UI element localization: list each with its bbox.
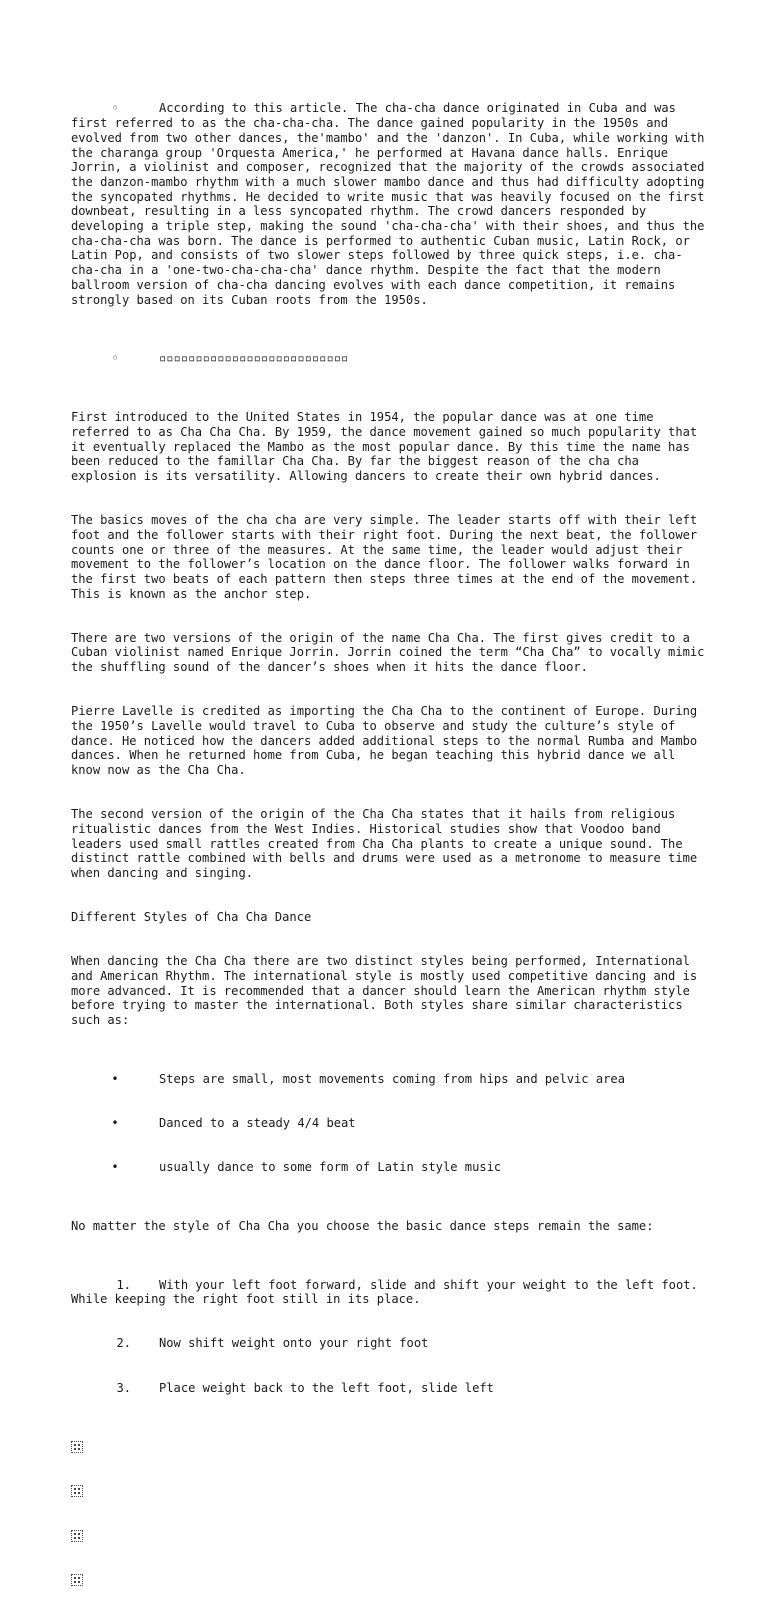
list-item-text: Danced to a steady 4/4 beat — [159, 1115, 356, 1130]
paragraph-us-introduction: First introduced to the United States in 1954, the popular dance was at one time referred to as Cha Cha Cha. By 1959, the dance movement gained so much popularity that it eventually replaced the Mambo as the most popular dance. By this time the name has been reduced to the famillar Cha Cha. By far the biggest reason of the cha cha explosion is its versatility. Allowing dancers to create their own hybrid dances. — [71, 410, 705, 483]
step-number: 3. — [116, 1380, 131, 1395]
bullet-icon: • — [111, 1160, 119, 1175]
list-item-text: usually dance to some form of Latin style music — [159, 1160, 502, 1175]
step-text: Now shift weight onto your right foot — [159, 1336, 429, 1351]
paragraph-basic-steps-intro: No matter the style of Cha Cha you choose the basic dance steps remain the same: — [71, 1218, 654, 1233]
numbered-step — [71, 1336, 711, 1351]
paragraph-origin-text: According to this article. The cha-cha dance originated in Cuba and was first referred to as the cha-cha-cha. The dance gained popularity in the 1950s and evolved from two other dances, the'mambo' and the 'danzon'. In Cuba, while working with the charanga group 'Orquesta America,' he performed at Havana dance halls. Enrique Jorrin, a violinist and composer, recognized that the majority of the crowds associated the danzon-mambo rhythm with a much slower mambo dance and thus had difficulty adopting the syncopated rhythms. He decided to write music that was heavily focused on the first downbeat, resulting in a less syncopated rhythm. The crowd dancers responded by developing a triple step, making the sound 'cha-cha-cha' with their shoes, and thus the cha-cha-cha was born. The dance is performed to authentic Cuban music, Latin Rock, or Latin Pop, and consists of two slower steps followed by three quick steps, i.e. cha-cha-cha in a 'one-two-cha-cha-cha' dance rhythm. Despite the fact that the modern ballroom version of cha-cha dancing evolves with each dance competition, it remains strongly based on its Cuban roots from the 1950s. — [71, 101, 712, 307]
section-heading: Different Styles of Cha Cha Dance — [71, 910, 312, 925]
paragraph-lavelle: Pierre Lavelle is credited as importing the Cha Cha to the continent of Europe. During the 1950’s Lavelle would travel to Cuba to observe and study the culture’s style of dance. He noticed how the dancers added additional steps to the normal Rumba and Mambo dances. When he returned home from Cuba, he began teaching this hybrid dance we all know now as the Cha Cha. — [71, 704, 705, 778]
hollow-bullet-icon: ◦ — [111, 351, 119, 366]
document-body — [71, 72, 711, 1601]
numbered-step — [71, 1278, 711, 1307]
list-item — [71, 1116, 711, 1131]
paragraph-name-origin: There are two versions of the origin of the name Cha Cha. The first gives credit to a Cuban violinist named Enrique Jorrin. Jorrin coined the term “Cha Cha” to vocally mimic the shuffling sound of the dancer’s shoes when it hits the dance floor. — [71, 630, 712, 675]
unknown-glyph-icon — [71, 1530, 83, 1542]
list-item — [71, 1160, 711, 1175]
unknown-glyph-row — [71, 1439, 711, 1454]
step-text: With your left foot forward, slide and shift your weight to the left foot. While keeping the right foot still in its place. — [71, 1277, 706, 1307]
numbered-step — [71, 1381, 711, 1396]
unknown-glyph-row — [71, 1483, 711, 1498]
step-number: 1. — [116, 1277, 131, 1292]
list-item — [71, 1072, 711, 1087]
unknown-glyph-icon — [71, 1441, 83, 1453]
unknown-glyph-icon — [71, 1485, 83, 1497]
step-number: 2. — [116, 1336, 131, 1351]
unknown-glyph-row — [71, 1528, 711, 1543]
missing-glyph-boxes: ▫▫▫▫▫▫▫▫▫▫▫▫▫▫▫▫▫▫▫▫▫▫▫▫▫▫ — [159, 351, 349, 366]
paragraph-west-indies: The second version of the origin of the Cha Cha states that it hails from religious ritualistic dances from the West Indies. Historical studies show that Voodoo band leaders used small rattles created from Cha Cha plants to create a unique sound. The distinct rattle combined with bells and drums were used as a metronome to measure time when dancing and singing. — [71, 807, 705, 880]
hollow-bullet-icon: ◦ — [111, 101, 119, 116]
unknown-glyph-icon — [71, 1574, 83, 1586]
unknown-glyph-row — [71, 1572, 711, 1587]
paragraph-basic-moves: The basics moves of the cha cha are very simple. The leader starts off with their left foot and the follower starts with their right foot. During the next beat, the follower counts one or three of the measures. At the same time, the leader would adjust their movement to the follower’s location on the dance floor. The follower walks forward in the first two beats of each pattern then steps three times at the end of the movement. This is known as the anchor step. — [71, 513, 705, 601]
bullet-icon: • — [111, 1115, 119, 1130]
bullet-icon: • — [111, 1071, 119, 1086]
paragraph-missing-glyphs — [71, 351, 711, 366]
list-item-text: Steps are small, most movements coming from hips and pelvic area — [159, 1071, 625, 1086]
paragraph-styles: When dancing the Cha Cha there are two distinct styles being performed, International and American Rhythm. The international style is mostly used competitive dancing and is more advanced. It is recommended that a dancer should learn the American rhythm style before trying to master the international. Both styles share similar characteristics such as: — [71, 954, 705, 1027]
step-text: Place weight back to the left foot, slide left — [159, 1380, 494, 1395]
paragraph-origin — [71, 101, 711, 307]
